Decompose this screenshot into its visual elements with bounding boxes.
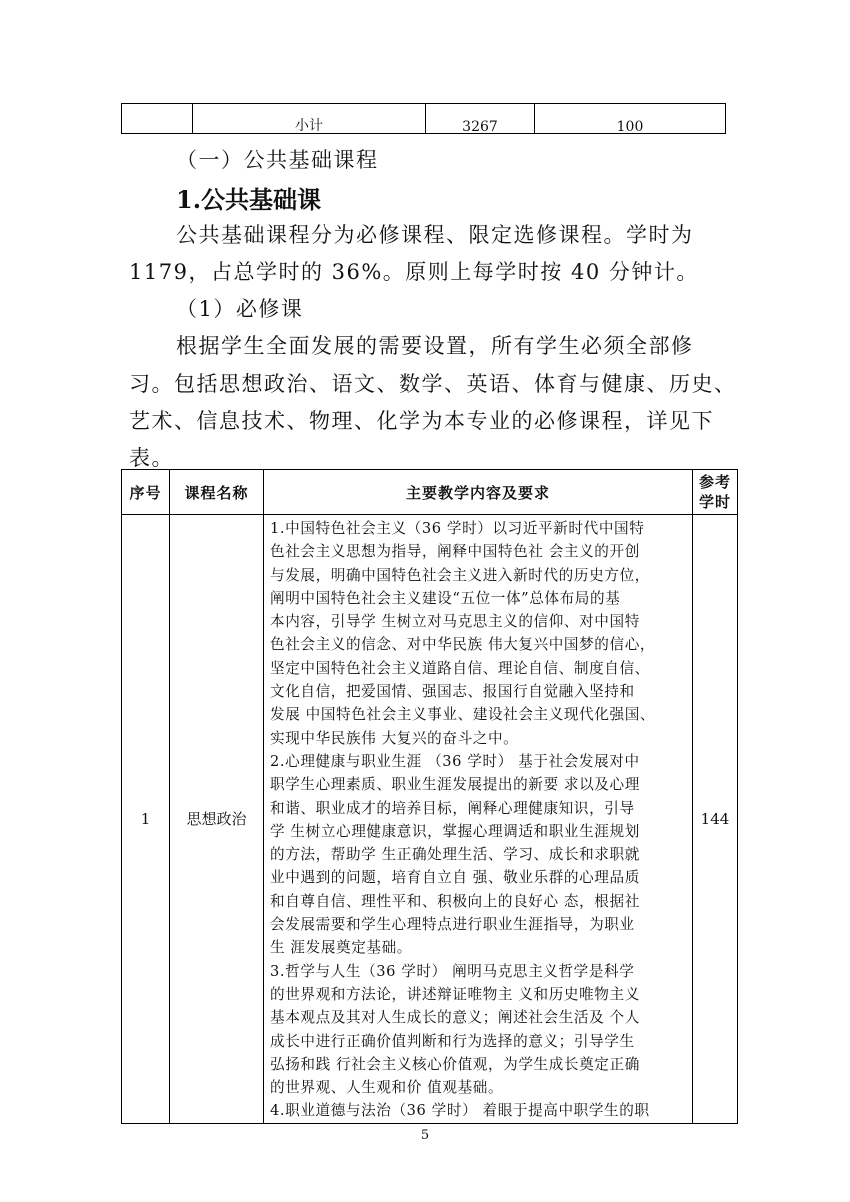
content-line: 文化自信，把爱国情、强国志、报国行自觉融入坚持和 bbox=[270, 683, 635, 701]
subtotal-label-cell: 小计 bbox=[193, 104, 426, 134]
row-content bbox=[264, 515, 693, 1124]
row-no: 1 bbox=[122, 515, 170, 1124]
intro-line-2: 1179，占总学时的 36%。原则上每学时按 40 分钟计。 bbox=[129, 260, 699, 284]
required-line-1: 根据学生全面发展的需要设置，所有学生必须全部修 bbox=[176, 334, 694, 358]
content-line: 会发展需要和学生心理特点进行职业生涯指导，为职业 bbox=[270, 916, 635, 934]
content-line: 3.哲学与人生（36 学时） 阐明马克思主义哲学是科学 bbox=[270, 962, 635, 980]
content-line: 坚定中国特色社会主义道路自信、理论自信、制度自信、 bbox=[270, 659, 650, 677]
content-line: 本内容，引导学 生树立对马克思主义的信仰、对中国特 bbox=[270, 613, 640, 631]
row-hours: 144 bbox=[693, 515, 738, 1124]
content-line: 1.中国特色社会主义（36 学时）以习近平新时代中国特 bbox=[270, 520, 645, 537]
content-line: 2.心理健康与职业生涯 （36 学时） 基于社会发展对中 bbox=[270, 752, 640, 770]
content-line: 的方法，帮助学 生正确处理生活、学习、成长和求职就 bbox=[270, 846, 640, 864]
content-line: 和谐、职业成才的培养目标，阐释心理健康知识，引导 bbox=[270, 799, 635, 817]
header-hours bbox=[693, 470, 738, 515]
header-no: 序号 bbox=[122, 470, 170, 515]
content-line: 实现中华民族伟 大复兴的奋斗之中。 bbox=[270, 729, 519, 747]
content-line: 学 生树立心理健康意识，掌握心理调适和职业生涯规划 bbox=[270, 822, 640, 840]
header-hours-line2: 学时 bbox=[698, 493, 731, 511]
content-line: 色社会主义的信念、对中华民族 伟大复兴中国梦的信心， bbox=[270, 636, 656, 654]
content-line: 的世界观和方法论，讲述辩证唯物主 义和历史唯物主义 bbox=[270, 985, 640, 1003]
content-line: 弘扬和践 行社会主义核心价值观，为学生成长奠定正确 bbox=[270, 1055, 640, 1073]
required-line-2: 习。包括思想政治、语文、数学、英语、体育与健康、历史、 bbox=[129, 372, 737, 396]
content-line: 与发展，明确中国特色社会主义进入新时代的历史方位， bbox=[270, 566, 650, 584]
content-line: 生 涯发展奠定基础。 bbox=[270, 939, 412, 957]
content-line: 4.职业道德与法治（36 学时） 着眼于提高中职学生的职 bbox=[270, 1102, 650, 1120]
header-name: 课程名称 bbox=[170, 470, 264, 515]
page-number: 5 bbox=[420, 1128, 430, 1143]
content-line: 发展 中国特色社会主义事业、建设社会主义现代化强国、 bbox=[270, 706, 656, 724]
content-line: 和自尊自信、理性平和、积极向上的良好心 态，根据社 bbox=[270, 892, 640, 910]
content-line: 阐明中国特色社会主义建设“五位一体”总体布局的基 bbox=[270, 589, 621, 607]
summary-table bbox=[121, 103, 726, 134]
content-line: 成长中进行正确价值判断和行为选择的意义；引导学生 bbox=[270, 1032, 635, 1050]
table-row bbox=[122, 515, 738, 1124]
required-line-3: 艺术、信息技术、物理、化学为本专业的必修课程，详见下 bbox=[129, 409, 714, 433]
table-header-row bbox=[122, 470, 738, 515]
content-line: 职学生心理素质、职业生涯发展提出的新要 求以及心理 bbox=[270, 776, 640, 794]
header-hours-line1: 参考 bbox=[698, 473, 731, 491]
content-line: 基本观点及其对人生成长的意义；阐述社会生活及 个人 bbox=[270, 1009, 640, 1027]
subsection-title: 1.公共基础课 bbox=[176, 185, 322, 214]
header-content: 主要教学内容及要求 bbox=[264, 470, 693, 515]
section-title: （一）公共基础课程 bbox=[176, 148, 379, 172]
intro-line-1: 公共基础课程分为必修课程、限定选修课程。学时为 bbox=[176, 223, 694, 247]
content-line: 色社会主义思想为指导，阐释中国特色社 会主义的开创 bbox=[270, 543, 640, 561]
required-heading: （1）必修课 bbox=[176, 297, 304, 321]
content-line: 业中遇到的问题，培育自立自 强、敬业乐群的心理品质 bbox=[270, 869, 640, 887]
content-line: 的世界观、人生观和价 值观基础。 bbox=[270, 1079, 504, 1097]
row-name: 思想政治 bbox=[170, 515, 264, 1124]
subtotal-percent-cell: 100 bbox=[535, 104, 726, 134]
required-line-4: 表。 bbox=[129, 446, 174, 470]
course-table bbox=[121, 469, 738, 1124]
summary-empty-cell bbox=[122, 104, 193, 134]
subtotal-hours-cell: 3267 bbox=[426, 104, 535, 134]
